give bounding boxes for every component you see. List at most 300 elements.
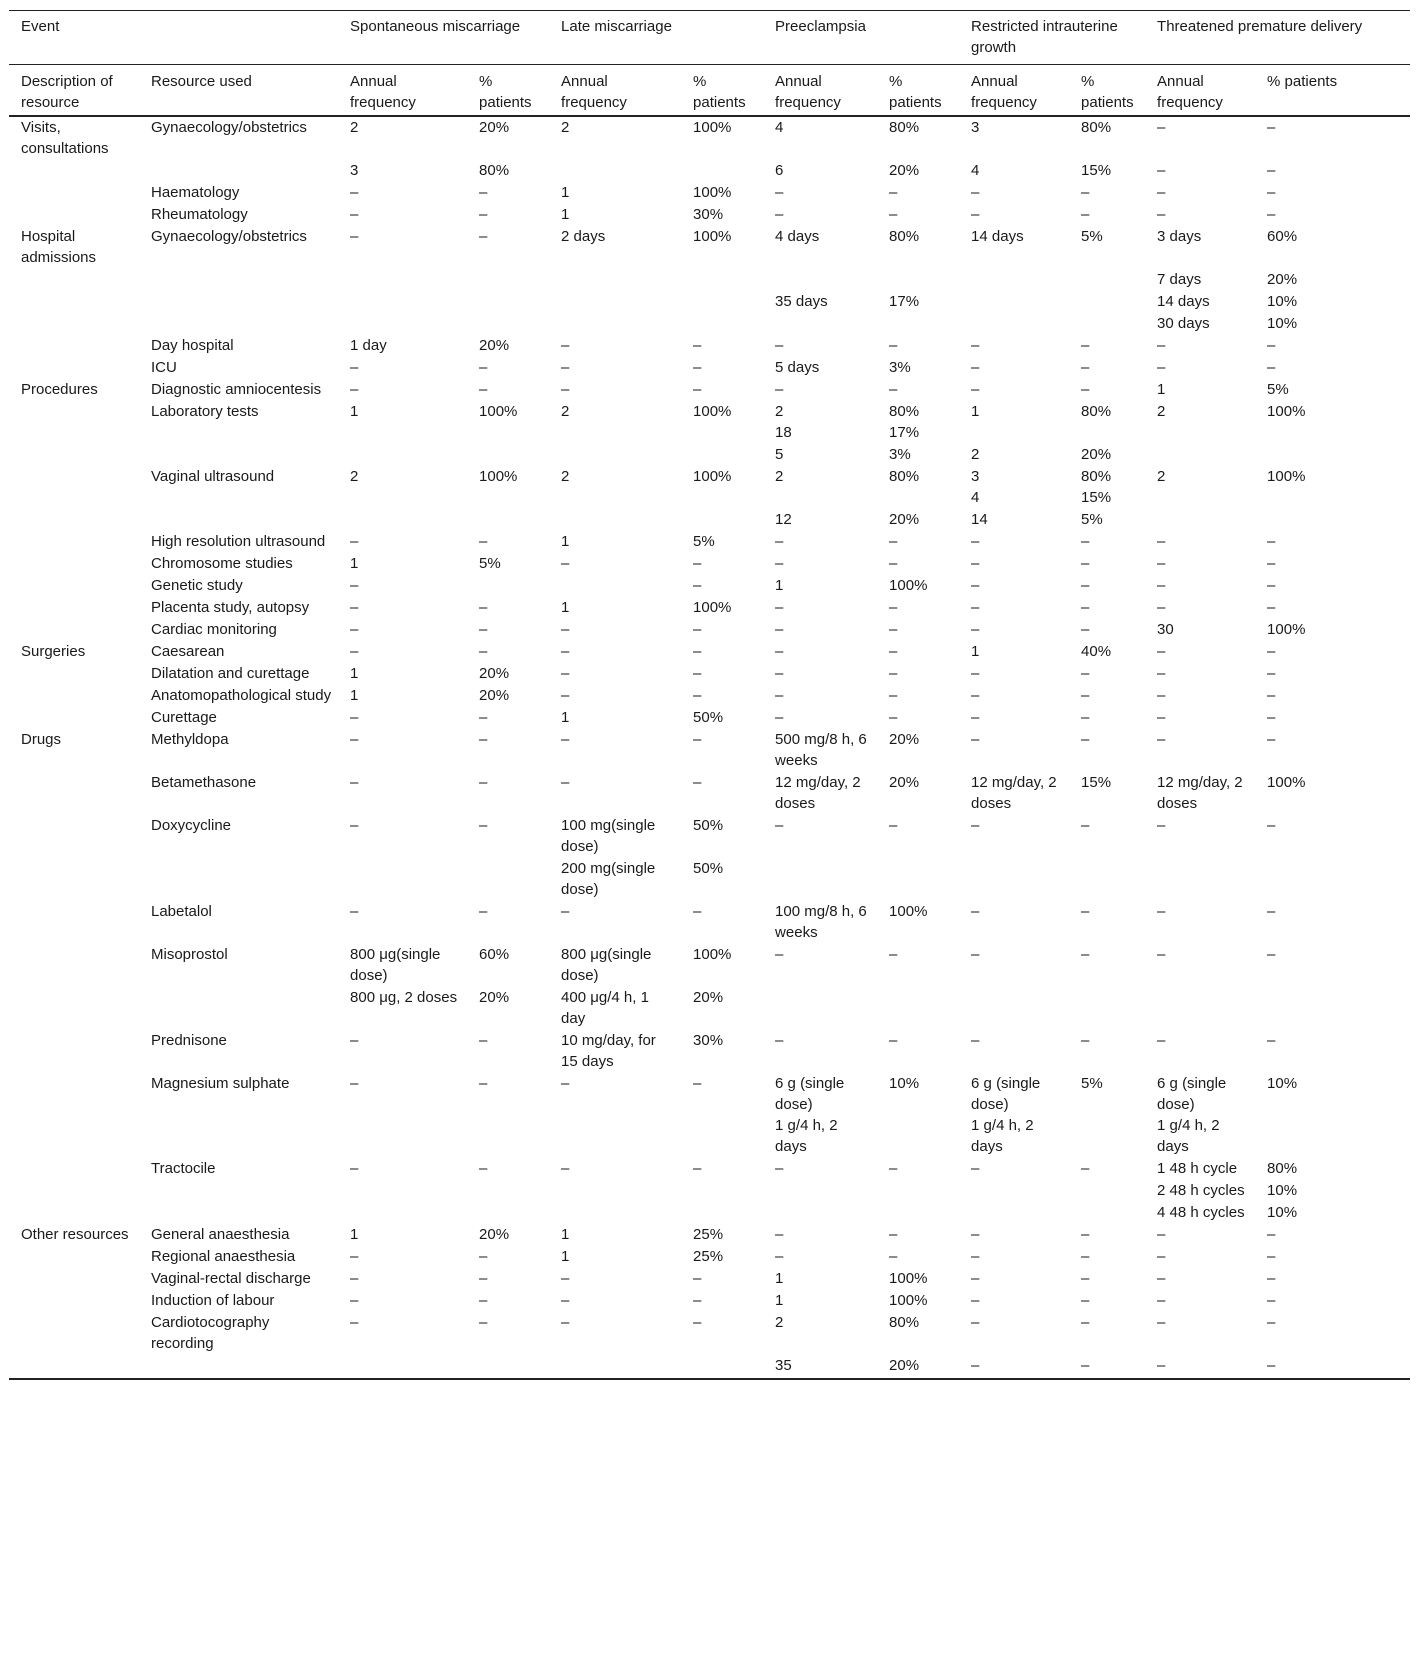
table-cell: 80%: [889, 1314, 920, 1331]
table-cell: 2: [561, 403, 570, 420]
table-cell: 12 mg/day, 2 doses: [971, 774, 1057, 812]
table-cell: –: [479, 1075, 488, 1092]
table-cell: –: [479, 643, 488, 660]
table-cell: –: [479, 206, 488, 223]
table-cell: 100 mg(single dose): [561, 817, 656, 855]
table-row: [9, 1246, 1410, 1268]
table-cell: 20%: [889, 511, 920, 528]
table-cell: –: [1267, 709, 1276, 726]
table-cell: 1: [350, 1226, 359, 1243]
table-cell: 5%: [1081, 511, 1103, 528]
table-cell: 5%: [693, 533, 715, 550]
table-cell: –: [1081, 1032, 1090, 1049]
table-row: [9, 313, 1410, 335]
table-cell: [877, 858, 959, 901]
table-cell: –: [889, 206, 898, 223]
percent-header: % patients: [479, 73, 532, 111]
table-cell: [1255, 987, 1410, 1030]
table-row: [9, 858, 1410, 901]
table-cell: –: [1157, 359, 1166, 376]
table-cell: –: [1267, 946, 1276, 963]
table-cell: [9, 987, 139, 1030]
event-header-threatened-premature: Threatened premature delivery: [1157, 18, 1363, 35]
table-cell: [681, 444, 763, 466]
table-cell: –: [1267, 1314, 1276, 1331]
table-cell: 100%: [479, 403, 518, 420]
table-cell: 80%: [1081, 403, 1112, 420]
resource-usage-table: [9, 10, 1410, 1380]
table-cell: –: [1157, 206, 1166, 223]
table-cell: –: [775, 184, 784, 201]
table-cell: 1: [775, 1270, 784, 1287]
table-cell: [763, 1202, 877, 1224]
table-row: [9, 182, 1410, 204]
table-cell: –: [889, 1226, 898, 1243]
table-cell: –: [1157, 577, 1166, 594]
table-cell: –: [561, 1292, 570, 1309]
table-cell: –: [971, 555, 980, 572]
table-cell: Surgeries: [21, 643, 86, 660]
table-cell: –: [1157, 946, 1166, 963]
table-cell: –: [350, 1248, 359, 1265]
table-row: [9, 575, 1410, 597]
table-cell: 25%: [693, 1226, 724, 1243]
table-cell: –: [693, 731, 702, 748]
table-cell: 100%: [889, 1270, 928, 1287]
table-cell: [763, 1180, 877, 1202]
percent-header: % patients: [1081, 73, 1134, 111]
percent-header: % patients: [693, 73, 746, 111]
table-cell: 100%: [693, 119, 732, 136]
table-cell: –: [971, 1292, 980, 1309]
table-cell: ICU: [151, 359, 177, 376]
table-cell: 6 g (single dose) 1 g/4 h, 2 days: [971, 1075, 1041, 1155]
table-cell: 100%: [693, 946, 732, 963]
table-cell: –: [1157, 119, 1166, 136]
table-cell: 60%: [479, 946, 510, 963]
table-cell: –: [889, 1248, 898, 1265]
table-cell: [9, 553, 139, 575]
table-cell: Gynaecology/obstetrics: [151, 228, 307, 245]
table-cell: 20%: [1267, 271, 1298, 288]
table-cell: 15%: [1081, 162, 1112, 179]
table-cell: 100%: [693, 228, 732, 245]
table-cell: [467, 509, 549, 531]
table-cell: –: [1267, 555, 1276, 572]
table-cell: 80%: [889, 228, 920, 245]
table-cell: [139, 858, 338, 901]
table-cell: [1255, 858, 1410, 901]
table-cell: –: [971, 381, 980, 398]
table-cell: [9, 509, 139, 531]
table-cell: –: [1081, 1270, 1090, 1287]
event-header-spontaneous-miscarriage: Spontaneous miscarriage: [350, 18, 521, 35]
table-cell: –: [350, 817, 359, 834]
table-cell: –: [479, 1160, 488, 1177]
table-cell: [877, 313, 959, 335]
table-cell: –: [775, 621, 784, 638]
table-cell: –: [1267, 1226, 1276, 1243]
table-cell: –: [971, 359, 980, 376]
table-cell: 10%: [889, 1075, 920, 1092]
table-cell: –: [775, 665, 784, 682]
table-cell: Vaginal-rectal discharge: [151, 1270, 311, 1287]
table-cell: [9, 619, 139, 641]
table-cell: [681, 291, 763, 313]
table-cell: –: [1081, 687, 1090, 704]
table-cell: [681, 1180, 763, 1202]
resource-table-container: [9, 10, 1410, 1380]
table-cell: 1: [1157, 381, 1166, 398]
table-cell: 1: [561, 533, 570, 550]
table-row: [9, 944, 1410, 987]
table-cell: –: [1267, 119, 1276, 136]
table-cell: –: [775, 533, 784, 550]
table-cell: [681, 313, 763, 335]
table-cell: [549, 269, 681, 291]
table-cell: [9, 1355, 139, 1379]
table-row: [9, 707, 1410, 729]
table-cell: 30 days: [1157, 315, 1210, 332]
table-cell: [549, 1202, 681, 1224]
table-cell: –: [350, 709, 359, 726]
table-row: [9, 815, 1410, 858]
table-cell: 2: [1157, 403, 1166, 420]
table-cell: 100%: [693, 599, 732, 616]
table-cell: –: [971, 1032, 980, 1049]
table-cell: 20%: [479, 337, 510, 354]
table-cell: Anatomopathological study: [151, 687, 332, 704]
table-cell: [681, 160, 763, 182]
table-cell: –: [693, 621, 702, 638]
table-cell: –: [889, 599, 898, 616]
table-cell: –: [971, 206, 980, 223]
table-cell: [139, 291, 338, 313]
table-cell: 20%: [1081, 446, 1112, 463]
table-row: [9, 531, 1410, 553]
table-cell: [549, 509, 681, 531]
table-cell: 100%: [1267, 621, 1306, 638]
table-cell: [9, 944, 139, 987]
table-cell: Curettage: [151, 709, 217, 726]
table-cell: 20%: [479, 687, 510, 704]
table-cell: 35: [775, 1357, 792, 1374]
table-cell: –: [350, 359, 359, 376]
table-cell: [959, 858, 1069, 901]
table-cell: 2: [561, 468, 570, 485]
table-body: [9, 116, 1410, 1379]
table-cell: –: [1157, 1226, 1166, 1243]
table-cell: [549, 160, 681, 182]
table-cell: –: [775, 206, 784, 223]
table-cell: –: [1081, 709, 1090, 726]
event-header-late-miscarriage: Late miscarriage: [561, 18, 672, 35]
table-cell: [763, 269, 877, 291]
table-cell: 100%: [693, 184, 732, 201]
table-cell: [9, 1030, 139, 1073]
table-cell: 100 mg/8 h, 6 weeks: [775, 903, 867, 941]
table-cell: [877, 1180, 959, 1202]
table-row: [9, 1268, 1410, 1290]
table-cell: [959, 1180, 1069, 1202]
table-cell: –: [350, 1075, 359, 1092]
table-cell: [139, 313, 338, 335]
table-cell: Other resources: [21, 1226, 129, 1243]
table-cell: –: [479, 599, 488, 616]
table-cell: 2 days: [561, 228, 606, 245]
table-row: [9, 729, 1410, 772]
table-cell: –: [1267, 162, 1276, 179]
table-cell: –: [1157, 162, 1166, 179]
table-cell: [9, 663, 139, 685]
table-cell: Magnesium sulphate: [151, 1075, 290, 1092]
table-cell: [877, 269, 959, 291]
column-header-row: [9, 65, 1410, 117]
table-cell: 1: [561, 1248, 570, 1265]
table-cell: –: [971, 533, 980, 550]
table-cell: –: [1081, 599, 1090, 616]
table-row: [9, 1355, 1410, 1379]
table-cell: 40%: [1081, 643, 1112, 660]
table-cell: –: [350, 228, 359, 245]
table-cell: 10%: [1267, 293, 1298, 310]
table-cell: 1: [350, 687, 359, 704]
table-cell: 1: [350, 403, 359, 420]
table-row: [9, 226, 1410, 269]
table-cell: –: [1267, 817, 1276, 834]
table-cell: Methyldopa: [151, 731, 229, 748]
table-cell: –: [693, 687, 702, 704]
table-cell: –: [889, 621, 898, 638]
resource-header: Resource used: [151, 73, 252, 90]
table-cell: –: [479, 1292, 488, 1309]
table-cell: [9, 1073, 139, 1158]
table-row: [9, 1180, 1410, 1202]
table-cell: –: [971, 1314, 980, 1331]
table-cell: [877, 987, 959, 1030]
table-cell: [9, 1158, 139, 1180]
event-label: Event: [21, 18, 60, 35]
table-cell: 5%: [1081, 228, 1103, 245]
table-cell: –: [1267, 1357, 1276, 1374]
table-cell: 100%: [1267, 403, 1306, 420]
table-cell: –: [1267, 1032, 1276, 1049]
table-cell: 3: [971, 119, 980, 136]
table-cell: [9, 575, 139, 597]
table-cell: Cardiac monitoring: [151, 621, 277, 638]
table-cell: [1255, 444, 1410, 466]
table-cell: [1069, 291, 1145, 313]
table-cell: 20%: [479, 665, 510, 682]
table-cell: –: [889, 687, 898, 704]
table-cell: –: [1081, 184, 1090, 201]
table-cell: –: [693, 577, 702, 594]
table-cell: Doxycycline: [151, 817, 232, 834]
table-cell: [139, 509, 338, 531]
table-cell: 2: [775, 468, 784, 485]
table-cell: Diagnostic amniocentesis: [151, 381, 322, 398]
table-cell: Prednisone: [151, 1032, 227, 1049]
table-cell: –: [350, 533, 359, 550]
table-cell: –: [889, 1160, 898, 1177]
table-cell: 2: [775, 1314, 784, 1331]
table-cell: 100%: [1267, 774, 1306, 791]
table-cell: –: [350, 1032, 359, 1049]
table-cell: –: [1267, 184, 1276, 201]
table-cell: [467, 313, 549, 335]
table-cell: [763, 313, 877, 335]
table-cell: 3%: [889, 359, 911, 376]
table-cell: 3 4: [971, 468, 980, 506]
table-cell: 20%: [479, 989, 510, 1006]
table-cell: 100%: [889, 1292, 928, 1309]
table-cell: –: [1157, 665, 1166, 682]
table-cell: [959, 987, 1069, 1030]
table-cell: [9, 401, 139, 444]
table-cell: –: [561, 621, 570, 638]
table-cell: 50%: [693, 817, 724, 834]
frequency-header: Annual frequency: [350, 73, 416, 111]
table-cell: 6 g (single dose) 1 g/4 h, 2 days: [775, 1075, 845, 1155]
table-cell: [338, 1180, 467, 1202]
table-cell: [139, 269, 338, 291]
table-cell: [9, 444, 139, 466]
table-cell: 2 18: [775, 403, 792, 441]
table-cell: [1145, 444, 1255, 466]
table-cell: –: [775, 381, 784, 398]
table-cell: 3: [350, 162, 359, 179]
table-cell: Drugs: [21, 731, 62, 748]
table-cell: 80%: [889, 468, 920, 485]
table-cell: [9, 269, 139, 291]
table-cell: –: [1081, 946, 1090, 963]
table-cell: 2: [350, 468, 359, 485]
frequency-header: Annual frequency: [1157, 73, 1223, 111]
table-cell: [139, 987, 338, 1030]
table-cell: –: [889, 817, 898, 834]
table-cell: –: [350, 774, 359, 791]
table-cell: Placenta study, autopsy: [151, 599, 310, 616]
table-cell: –: [1157, 903, 1166, 920]
table-cell: –: [1081, 555, 1090, 572]
table-cell: –: [1081, 731, 1090, 748]
table-cell: –: [889, 381, 898, 398]
table-cell: Procedures: [21, 381, 98, 398]
table-cell: 800 μg, 2 doses: [350, 989, 458, 1006]
table-cell: 500 mg/8 h, 6 weeks: [775, 731, 867, 769]
table-cell: [338, 509, 467, 531]
table-cell: [9, 160, 139, 182]
table-cell: –: [971, 1160, 980, 1177]
table-cell: 1 48 h cycle: [1157, 1160, 1238, 1177]
table-cell: 14: [971, 511, 988, 528]
table-cell: 5 days: [775, 359, 820, 376]
table-cell: –: [693, 1314, 702, 1331]
table-cell: –: [479, 184, 488, 201]
table-cell: –: [1081, 903, 1090, 920]
table-cell: –: [1081, 577, 1090, 594]
table-cell: 80%: [1081, 119, 1112, 136]
table-cell: [139, 160, 338, 182]
table-cell: –: [693, 1160, 702, 1177]
table-cell: 5: [775, 446, 784, 463]
table-cell: –: [889, 709, 898, 726]
table-cell: –: [479, 228, 488, 245]
table-cell: [1255, 509, 1410, 531]
table-cell: –: [1157, 731, 1166, 748]
table-cell: Dilatation and curettage: [151, 665, 310, 682]
table-cell: 5%: [1081, 1075, 1103, 1092]
table-cell: –: [775, 709, 784, 726]
table-cell: 12: [775, 511, 792, 528]
table-cell: [9, 1268, 139, 1290]
table-cell: [959, 291, 1069, 313]
table-cell: 2: [1157, 468, 1166, 485]
table-cell: [1145, 858, 1255, 901]
table-cell: [959, 313, 1069, 335]
table-cell: –: [561, 1270, 570, 1287]
table-cell: –: [693, 774, 702, 791]
table-cell: Betamethasone: [151, 774, 257, 791]
table-cell: [9, 685, 139, 707]
table-cell: 1: [561, 184, 570, 201]
table-cell: –: [479, 533, 488, 550]
table-cell: –: [350, 903, 359, 920]
table-cell: –: [350, 206, 359, 223]
table-cell: –: [1157, 643, 1166, 660]
table-cell: [338, 313, 467, 335]
table-cell: 1: [350, 555, 359, 572]
table-cell: 10%: [1267, 1204, 1298, 1221]
table-cell: –: [1157, 709, 1166, 726]
table-cell: 4 days: [775, 228, 820, 245]
table-cell: [877, 1202, 959, 1224]
table-cell: [9, 772, 139, 815]
percent-header: % patients: [889, 73, 942, 111]
table-cell: –: [971, 1357, 980, 1374]
table-cell: –: [1157, 184, 1166, 201]
table-cell: [9, 204, 139, 226]
table-cell: 200 mg(single dose): [561, 860, 656, 898]
table-cell: –: [1267, 1248, 1276, 1265]
table-row: [9, 269, 1410, 291]
table-cell: –: [479, 1248, 488, 1265]
table-cell: –: [1157, 817, 1166, 834]
table-cell: 1: [561, 709, 570, 726]
table-cell: [9, 182, 139, 204]
table-cell: –: [1081, 1357, 1090, 1374]
table-cell: –: [479, 381, 488, 398]
table-cell: 20%: [889, 774, 920, 791]
table-cell: –: [1157, 1032, 1166, 1049]
table-cell: –: [1157, 1357, 1166, 1374]
event-header-row: [9, 11, 1410, 65]
table-cell: Caesarean: [151, 643, 225, 660]
table-cell: [467, 1202, 549, 1224]
table-cell: [467, 269, 549, 291]
table-cell: –: [971, 817, 980, 834]
table-cell: –: [479, 903, 488, 920]
table-cell: 20%: [889, 731, 920, 748]
table-cell: –: [1267, 665, 1276, 682]
table-cell: –: [889, 946, 898, 963]
table-cell: 1: [350, 665, 359, 682]
table-cell: [681, 1355, 763, 1379]
table-cell: [1069, 313, 1145, 335]
table-row: [9, 116, 1410, 160]
table-cell: 100%: [479, 468, 518, 485]
table-cell: [549, 575, 681, 597]
